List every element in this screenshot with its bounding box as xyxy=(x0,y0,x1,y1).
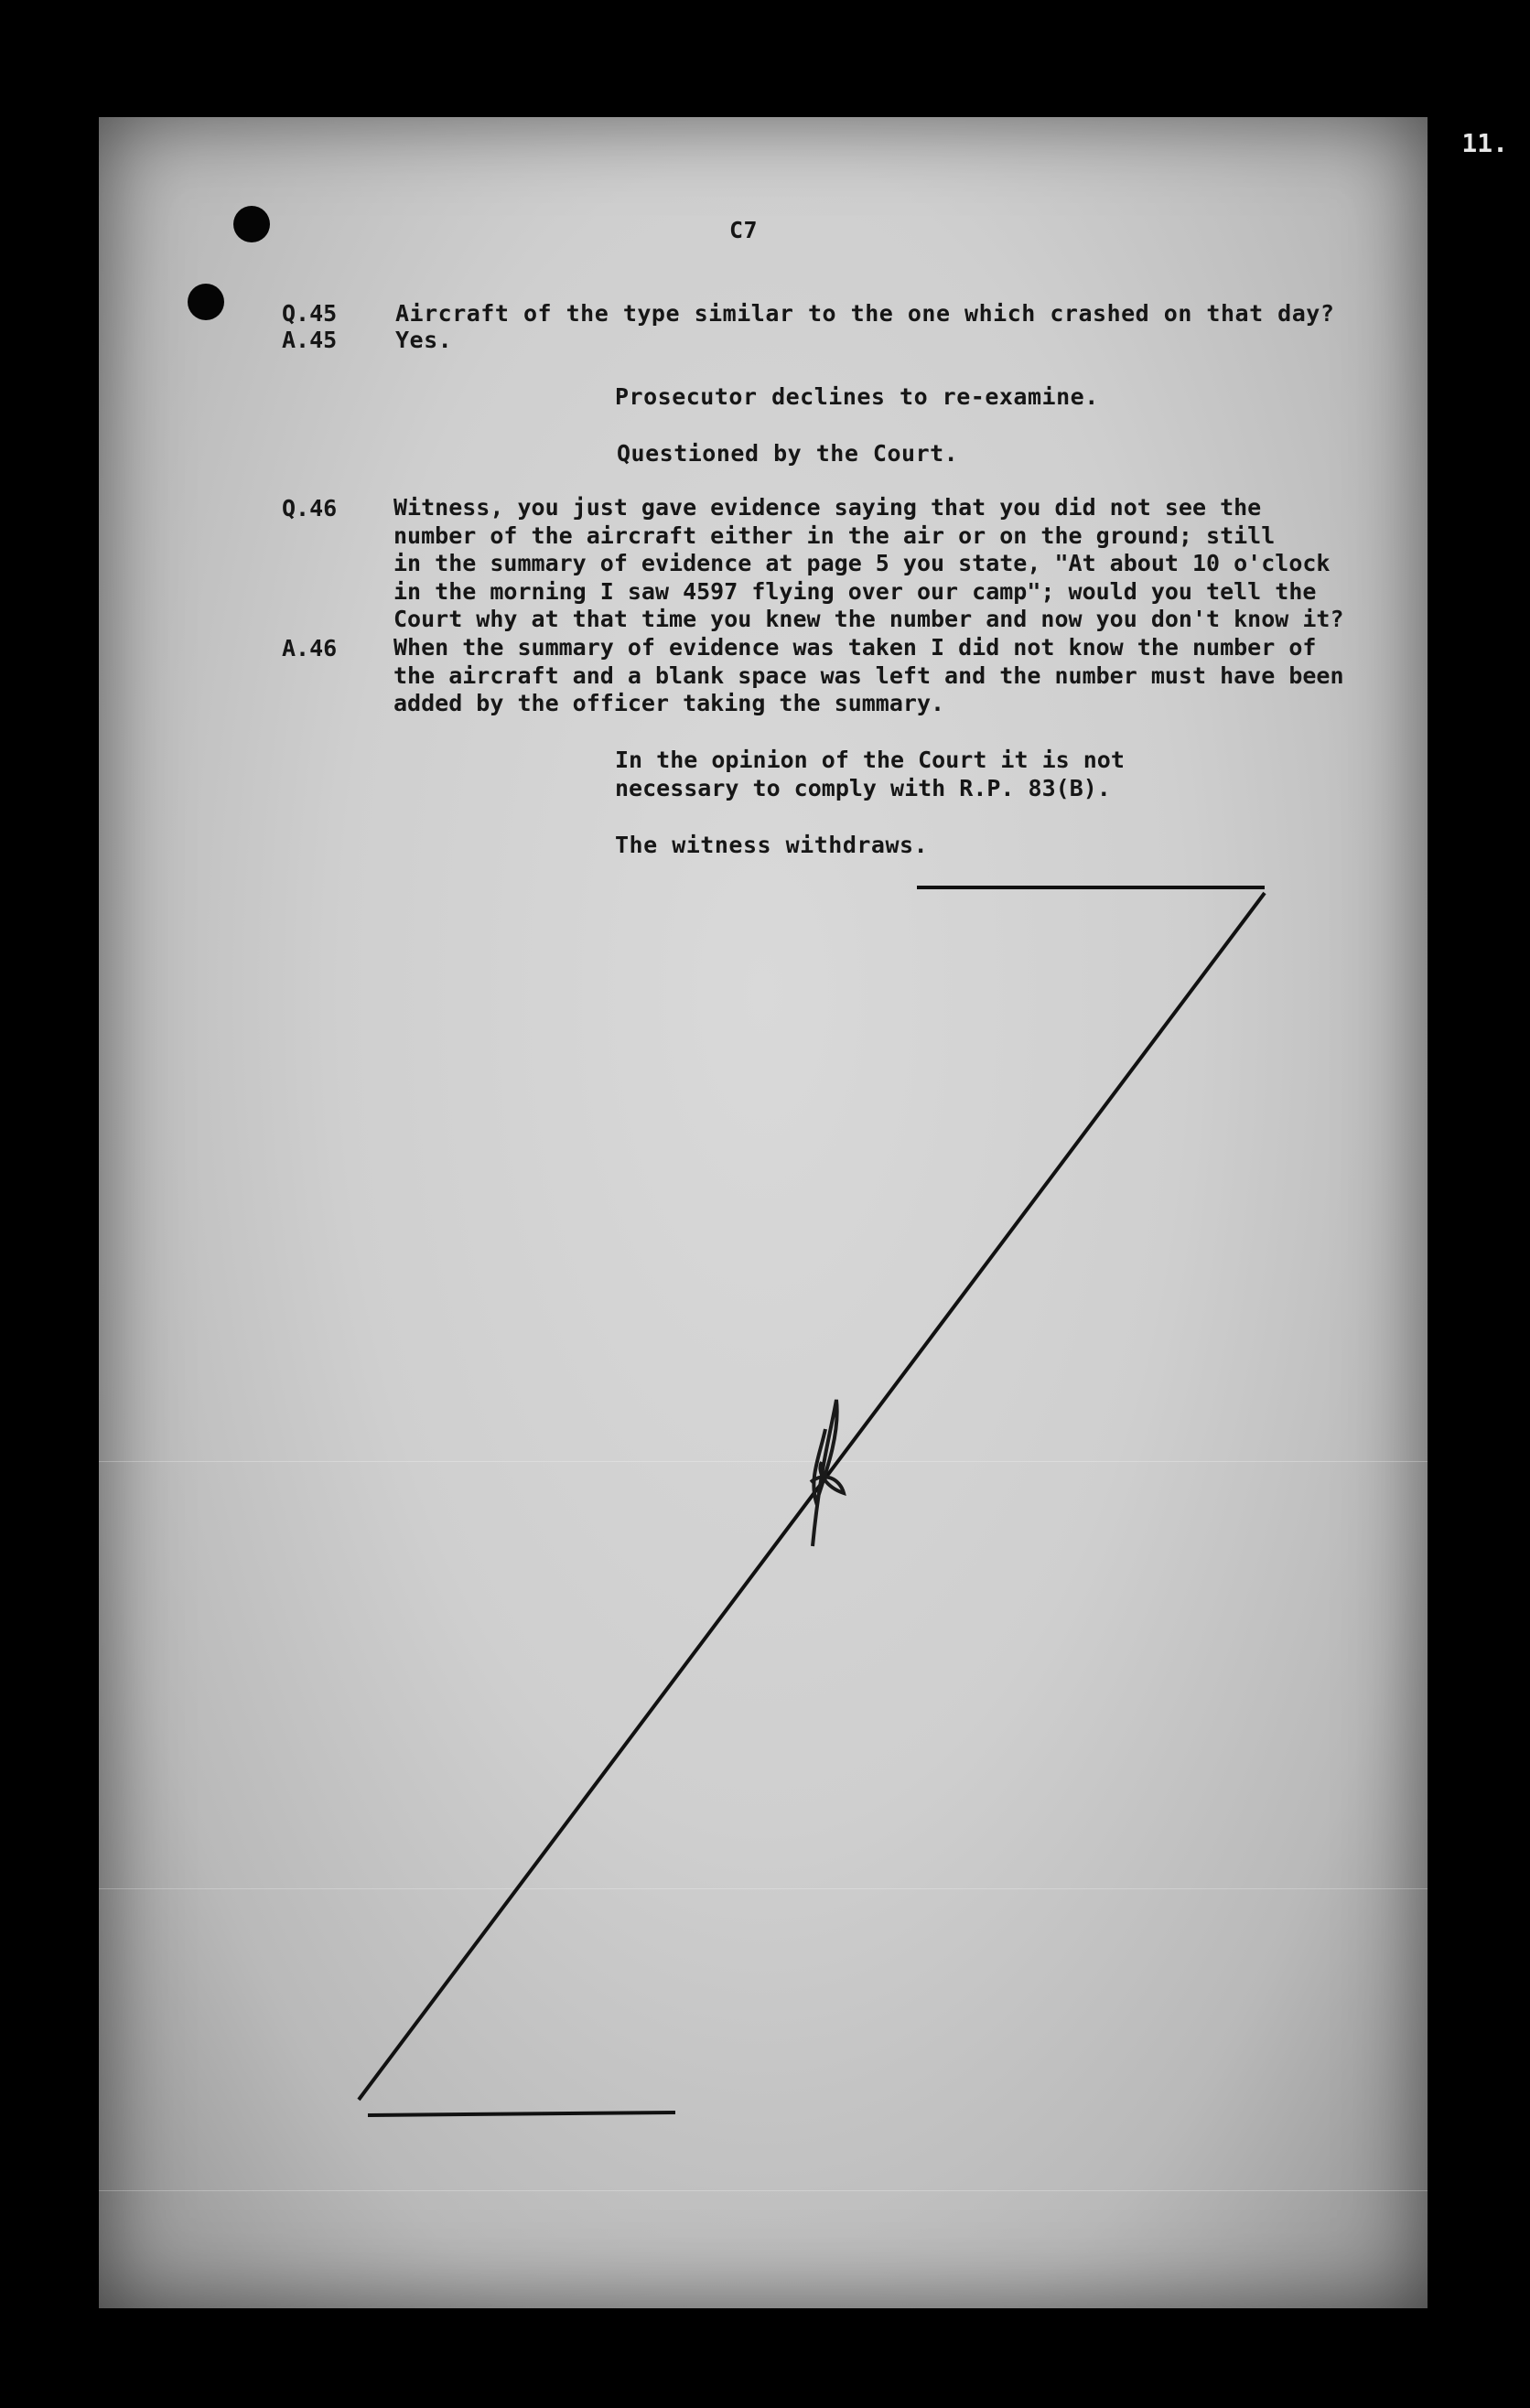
text-line: When the summary of evidence was taken I did not know the number of xyxy=(393,634,1317,661)
text-line: number of the aircraft either in the air or on the ground; still xyxy=(393,521,1276,549)
text-line: in the summary of evidence at page 5 you state, "At about 10 o'clock xyxy=(393,550,1331,576)
witness-withdraws: The witness withdraws. xyxy=(615,832,929,858)
text-line: in the morning I saw 4597 flying over our camp"; would you tell the xyxy=(393,577,1317,605)
questioned-note: Questioned by the Court. xyxy=(617,440,959,467)
text-line: In the opinion of the Court it is not xyxy=(615,747,1125,773)
text-line: the aircraft and a blank space was left and the number must have been xyxy=(393,661,1344,689)
section-heading: C7 xyxy=(729,217,759,243)
initials-scribble xyxy=(811,1400,844,1546)
strike-diagonal-line xyxy=(359,893,1265,2100)
strike-bottom-line xyxy=(368,2112,675,2115)
question-label: Q.46 xyxy=(282,495,338,521)
text-line: added by the officer taking the summary. xyxy=(393,690,945,716)
question-text: Aircraft of the type similar to the one which crashed on that day? xyxy=(395,300,1335,327)
answer-label: A.46 xyxy=(282,635,338,661)
answer-label: A.45 xyxy=(282,327,338,353)
answer-text: Yes. xyxy=(395,327,453,353)
text-line: necessary to comply with R.P. 83(B). xyxy=(615,774,1111,801)
prosecutor-note: Prosecutor declines to re-examine. xyxy=(615,383,1099,410)
page-number: 11. xyxy=(1461,128,1508,158)
text-line: Witness, you just gave evidence saying that you did not see the xyxy=(393,494,1262,521)
question-label: Q.45 xyxy=(282,300,338,327)
text-line: Court why at that time you knew the number and now you don't know it? xyxy=(393,606,1344,632)
